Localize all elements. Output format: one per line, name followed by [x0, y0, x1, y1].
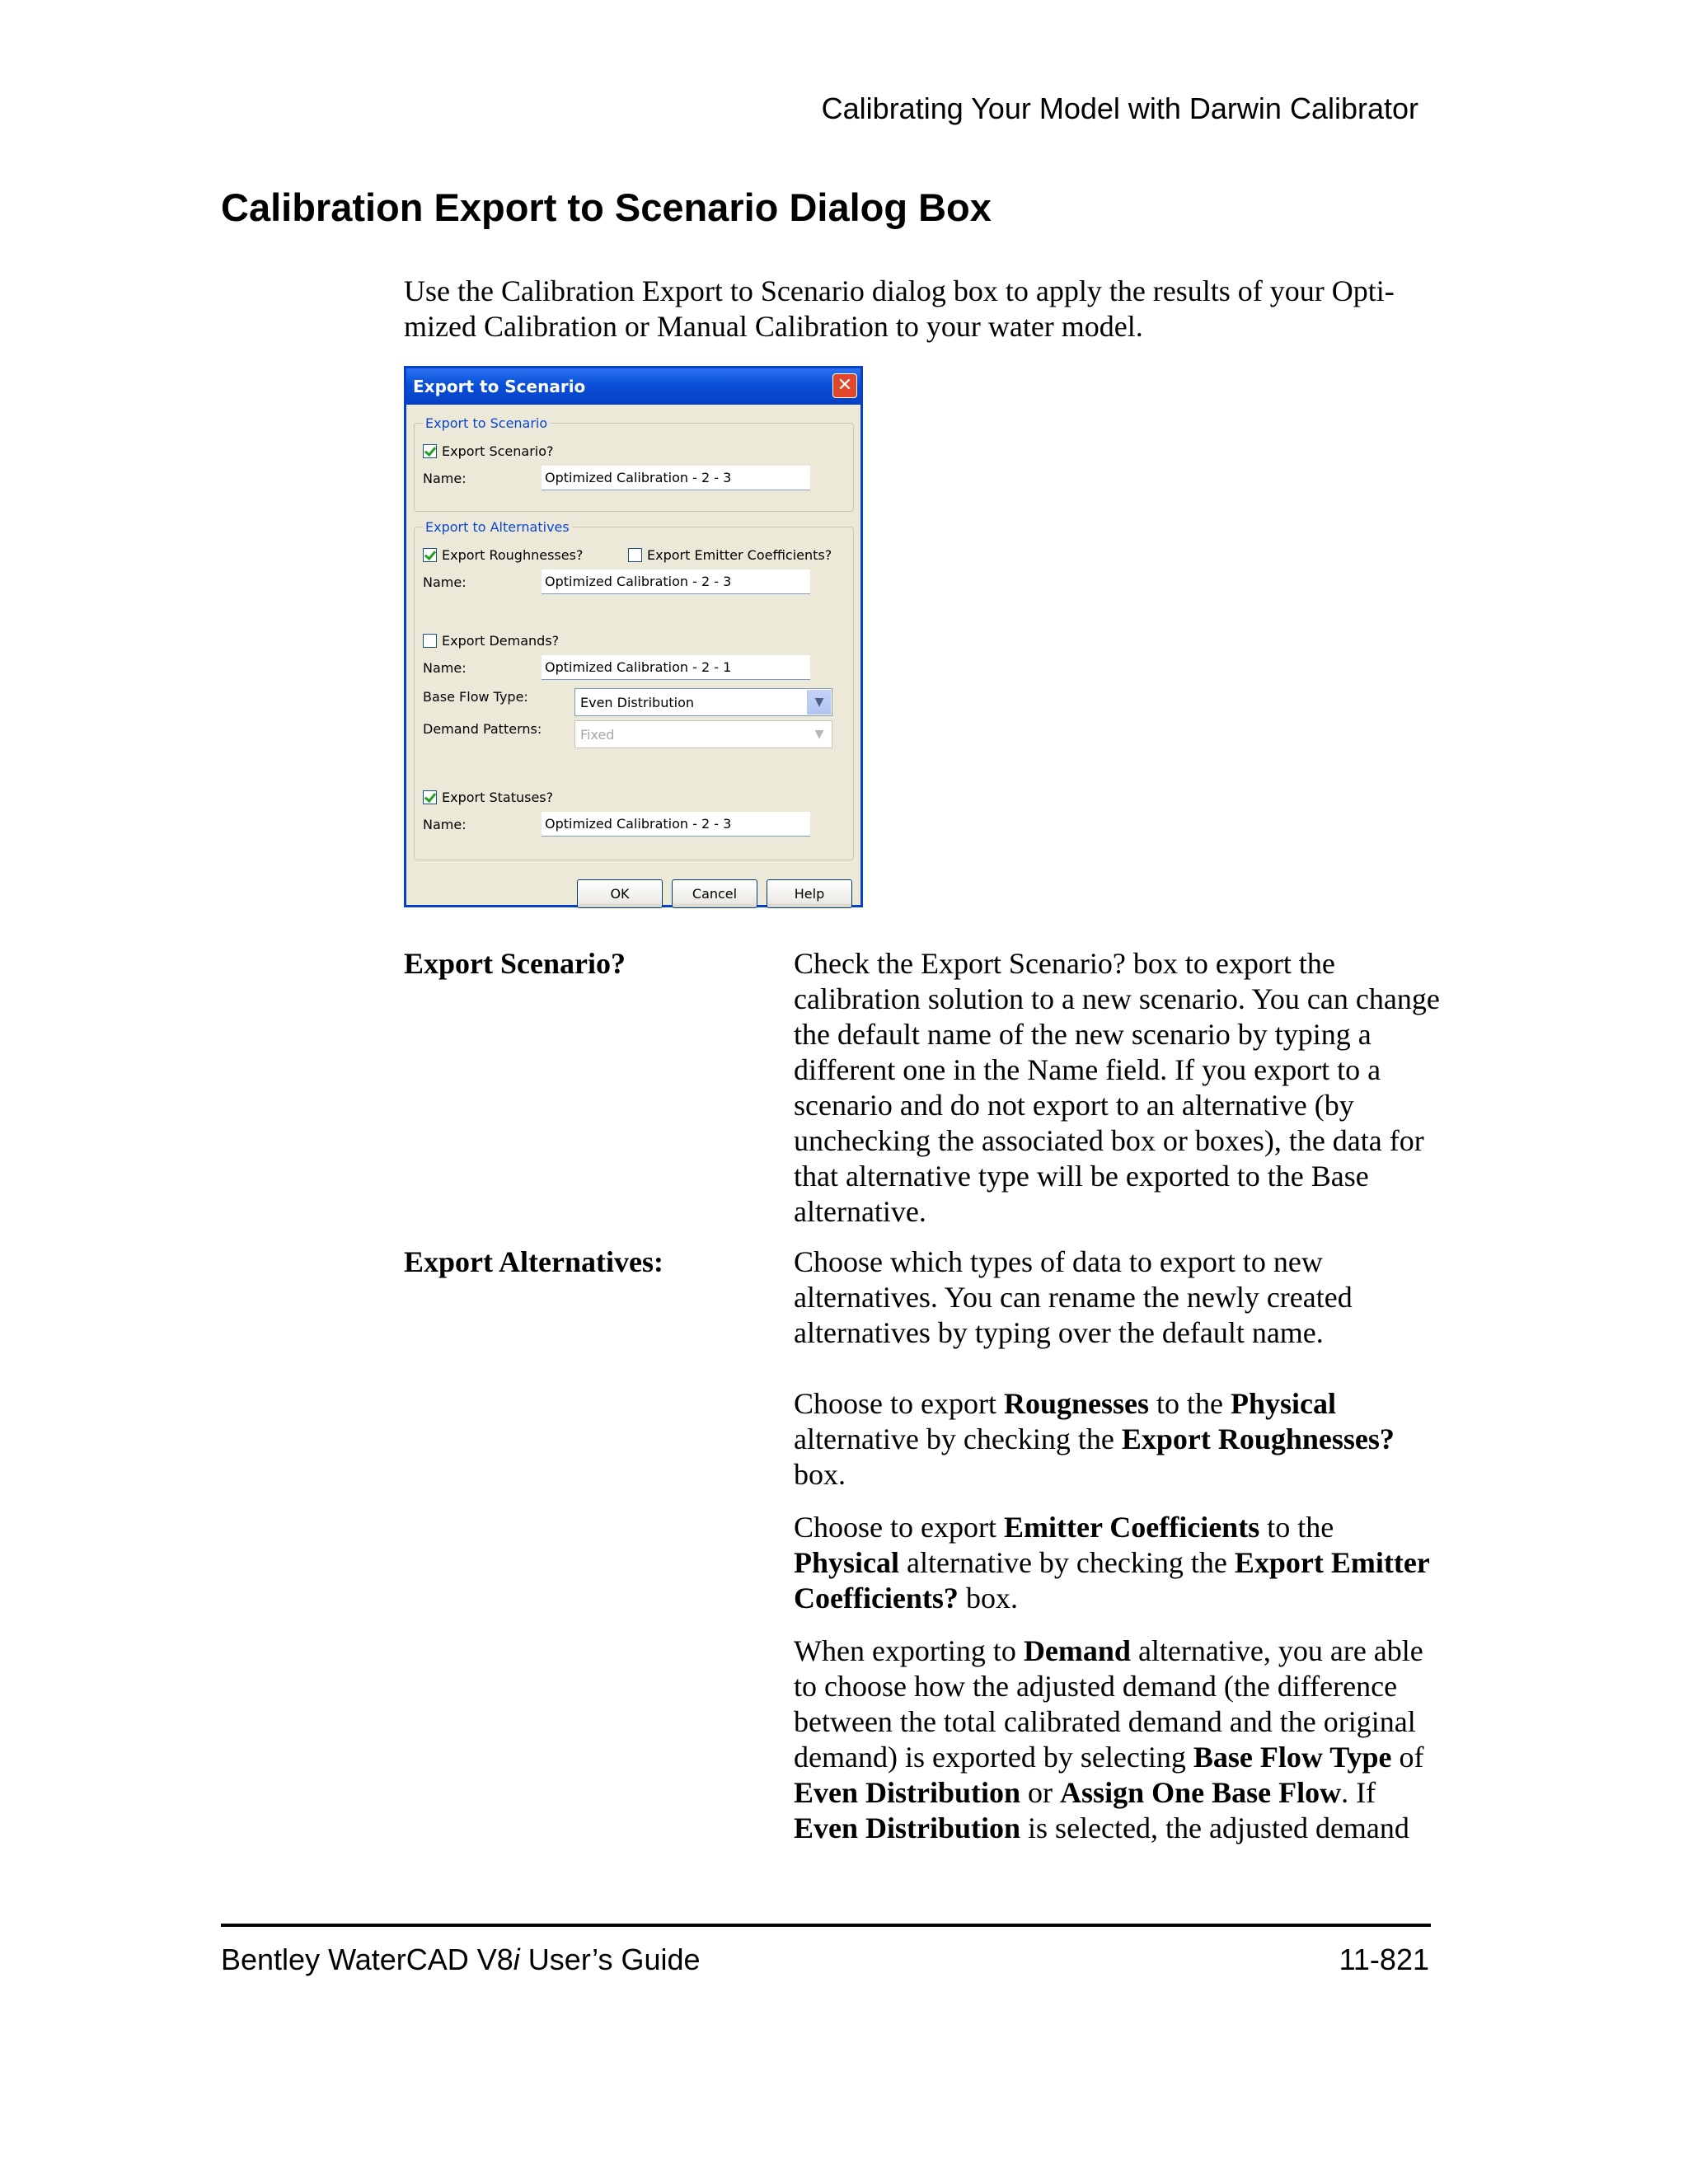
text-run: box. — [958, 1582, 1018, 1615]
checkbox-label: Export Scenario? — [442, 443, 554, 459]
checkbox-emitter-box — [628, 548, 642, 562]
export-roughnesses-checkbox[interactable] — [423, 547, 583, 563]
dialog-title: Export to Scenario — [413, 377, 586, 396]
bold-run: Export Emitter Coefficients? — [794, 1546, 1430, 1615]
checkbox-roughness-box — [423, 548, 437, 562]
demand-patterns-label: Demand Patterns: — [423, 721, 542, 737]
roughness-name-label: Name: — [423, 574, 467, 590]
demands-name-label: Name: — [423, 660, 467, 676]
help-button[interactable]: Help — [767, 879, 852, 908]
group-legend-alternatives: Export to Alternatives — [423, 519, 572, 535]
dialog-titlebar — [406, 368, 860, 405]
text-run: alternative by checking the — [899, 1546, 1235, 1579]
text-run: Choose to export — [794, 1387, 1004, 1420]
bold-run: Physical — [1231, 1387, 1337, 1420]
export-emitter-checkbox[interactable] — [628, 547, 832, 563]
text-run: box. — [794, 1458, 846, 1491]
term-export-alternatives: Export Alternatives: — [404, 1245, 663, 1278]
definition-paragraph — [794, 1633, 1445, 1846]
footer-title-italic: i — [513, 1943, 520, 1976]
export-demands-checkbox[interactable] — [423, 633, 559, 649]
definition-paragraph — [794, 1244, 1445, 1351]
definition-paragraph — [794, 1386, 1445, 1493]
text-run: Choose which types of data to export to new alternatives. You can rename the newly created alternatives by typing over the default name. — [794, 1245, 1353, 1349]
text-run: to the — [1149, 1387, 1231, 1420]
checkbox-demands-box — [423, 634, 437, 648]
export-scenario-checkbox[interactable] — [423, 443, 554, 459]
statuses-name-label: Name: — [423, 817, 467, 832]
bold-run: Even Distribution — [794, 1776, 1021, 1809]
checkbox-scenario-box — [423, 444, 437, 458]
group-legend-scenario: Export to Scenario — [423, 415, 550, 431]
footer-title-part: Bentley WaterCAD V8 — [221, 1943, 513, 1976]
bold-run: Even Distribution — [794, 1811, 1021, 1844]
definition-paragraph — [794, 946, 1445, 1230]
scenario-name-label: Name: — [423, 471, 467, 486]
export-statuses-checkbox[interactable] — [423, 790, 553, 805]
text-run: When exporting to — [794, 1634, 1024, 1667]
text-run: is selected, the adjusted demand — [1020, 1811, 1409, 1844]
intro-paragraph: Use the Calibration Export to Scenario dialog box to apply the results of your Opti-mized Calibration or Manual Calibration to your water model. — [404, 274, 1395, 343]
scenario-name-input[interactable]: Optimized Calibration - 2 - 3 — [542, 466, 810, 490]
footer-title-part: User’s Guide — [519, 1943, 701, 1976]
running-head: Calibrating Your Model with Darwin Calibrator — [821, 91, 1418, 125]
demand-patterns-select — [574, 720, 832, 748]
bold-run: Rougnesses — [1003, 1387, 1150, 1420]
text-run: to the — [1259, 1511, 1334, 1544]
text-run: Choose to export — [794, 1511, 1004, 1544]
text-run: . If — [1341, 1776, 1376, 1809]
statuses-name-input[interactable]: Optimized Calibration - 2 - 3 — [542, 812, 810, 837]
checkbox-label: Export Statuses? — [442, 790, 554, 805]
demand-patterns-value: Fixed — [580, 727, 615, 743]
checkbox-label: Export Demands? — [442, 633, 560, 649]
bold-run: Demand — [1023, 1634, 1131, 1667]
text-run: alternative by checking the — [794, 1422, 1122, 1455]
checkbox-statuses-box — [423, 790, 437, 804]
page-number: 11-821 — [1339, 1943, 1429, 1976]
text-run: Check the Export Scenario? box to export the calibration solution to a new scenario. You can change the default name of the new scenario by typing a different one in the Name field. If you export to a scenario and do not export to an alternative (by unchecking the associated box or boxes), the data for that alternative type will be exported to the Base alternative. — [794, 947, 1440, 1228]
footer-rule — [221, 1924, 1431, 1927]
roughness-name-input[interactable]: Optimized Calibration - 2 - 3 — [542, 569, 810, 594]
checkbox-label: Export Emitter Coefficients? — [647, 547, 832, 563]
base-flow-type-label: Base Flow Type: — [423, 689, 528, 705]
bold-run: Base Flow Type — [1193, 1741, 1392, 1774]
bold-run: Assign One Base Flow — [1060, 1776, 1342, 1809]
text-run: of — [1391, 1741, 1424, 1774]
bold-run: Export Roughnesses? — [1121, 1422, 1395, 1455]
text-run: or — [1020, 1776, 1061, 1809]
cancel-button[interactable]: Cancel — [672, 879, 757, 908]
export-to-scenario-dialog — [404, 366, 863, 907]
checkbox-label: Export Roughnesses? — [442, 547, 584, 563]
term-export-scenario: Export Scenario? — [404, 947, 626, 980]
base-flow-type-select[interactable] — [574, 688, 832, 716]
text-run: alternative, you are able to choose how the adjusted demand (the difference between the total calibrated demand and the original demand) is exported by selecting — [794, 1634, 1423, 1774]
section-title: Calibration Export to Scenario Dialog Box — [221, 185, 992, 229]
definition-paragraph — [794, 1510, 1445, 1616]
ok-button[interactable]: OK — [577, 879, 663, 908]
chevron-down-icon[interactable]: ▼ — [807, 690, 831, 715]
footer-guide-title — [221, 1942, 701, 1978]
close-icon[interactable]: ✕ — [832, 373, 857, 398]
demands-name-input[interactable]: Optimized Calibration - 2 - 1 — [542, 655, 810, 680]
bold-run: Physical — [794, 1546, 900, 1579]
chevron-down-icon: ▼ — [808, 722, 831, 747]
bold-run: Emitter Coefficients — [1003, 1511, 1260, 1544]
base-flow-type-value: Even Distribution — [580, 695, 694, 710]
